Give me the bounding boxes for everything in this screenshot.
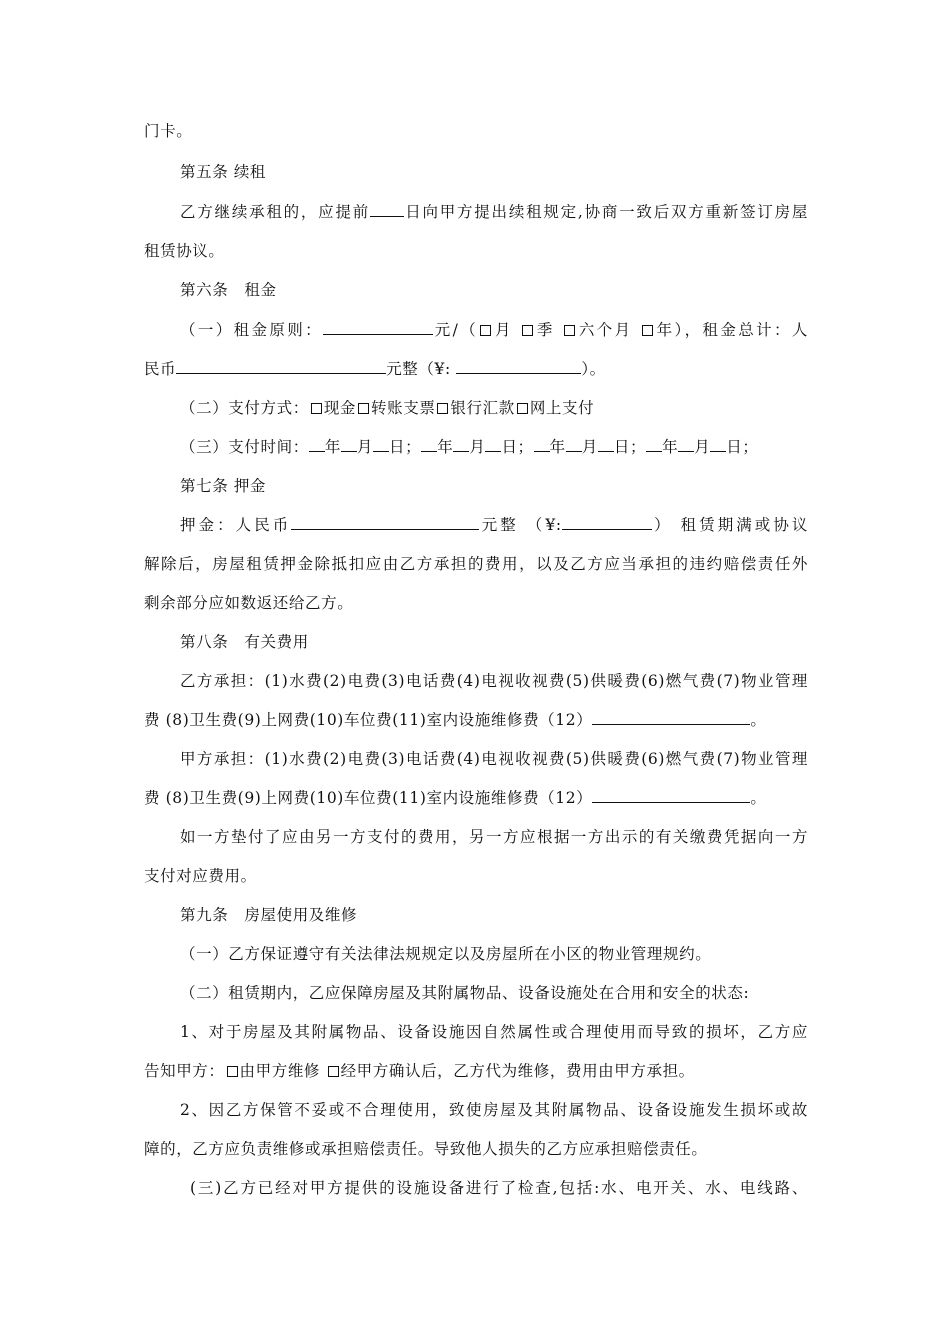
checkbox-icon[interactable] (437, 403, 448, 414)
month-blank[interactable] (566, 437, 582, 452)
checkbox-icon[interactable] (358, 403, 369, 414)
text-line: 剩余部分应如数返还给乙方。 (144, 594, 354, 612)
rent-total-figure-blank[interactable] (456, 359, 581, 374)
inspection-clause: (三)乙方已经对甲方提供的设施设备进行了检查,包括:水、电开关、水、电线路、 (190, 1179, 808, 1197)
month-blank[interactable] (453, 437, 469, 452)
other-fee-blank[interactable] (592, 710, 750, 725)
article-9-title: 第九条 房屋使用及维修 (180, 906, 358, 924)
renewal-clause: 乙方继续承租的，应提前 日向甲方提出续租规定,协商一致后双方重新签订房屋 (180, 203, 808, 221)
other-fee-blank[interactable] (592, 788, 750, 803)
year-blank[interactable] (646, 437, 662, 452)
checkbox-icon[interactable] (564, 325, 575, 336)
fees-party-b-cont: 费 (8)卫生费(9)上网费(10)车位费(11)室内设施维修费（12） 。 (144, 711, 767, 729)
month-blank[interactable] (678, 437, 694, 452)
use-clause-1: （一）乙方保证遵守有关法律法规规定以及房屋所在小区的物业管理规约。 (180, 945, 712, 963)
deposit-figure-blank[interactable] (562, 515, 652, 530)
text-line: 障的，乙方应负责维修或承担赔偿责任。导致他人损失的乙方应承担赔偿责任。 (144, 1140, 708, 1158)
payment-time: （三）支付时间： 年 月 日； 年 月 日； 年 月 日； 年 月 日； (180, 438, 759, 456)
year-blank[interactable] (309, 437, 325, 452)
article-5-title: 第五条 续租 (180, 163, 267, 181)
checkbox-icon[interactable] (522, 325, 533, 336)
days-blank[interactable] (370, 202, 404, 217)
payment-method: （二）支付方式： 现金 转账支票 银行汇款 网上支付 (180, 399, 595, 417)
checkbox-icon[interactable] (642, 325, 653, 336)
advance-payment: 如一方垫付了应由另一方支付的费用，另一方应根据一方出示的有关缴费凭据向一方 (180, 828, 808, 846)
use-clause-2: （二）租赁期内，乙应保障房屋及其附属物品、设备设施处在合用和安全的状态: (180, 984, 750, 1002)
checkbox-icon[interactable] (227, 1066, 238, 1077)
checkbox-icon[interactable] (517, 403, 528, 414)
fees-party-a-cont: 费 (8)卫生费(9)上网费(10)车位费(11)室内设施维修费（12） 。 (144, 789, 767, 807)
rent-amount-blank[interactable] (323, 320, 433, 335)
checkbox-icon[interactable] (328, 1066, 339, 1077)
rent-principle: （一）租金原则： 元/（ 月 季 六个月 年），租金总计：人 (180, 321, 808, 339)
text-line: 支付对应费用。 (144, 867, 257, 885)
text-line: 解除后，房屋租赁押金除抵扣应由乙方承担的费用，以及乙方应当承担的违约赔偿责任外 (144, 555, 808, 573)
fees-party-b: 乙方承担：(1)水费(2)电费(3)电话费(4)电视收视费(5)供暖费(6)燃气费(7)物业管理 (180, 672, 808, 690)
article-7-title: 第七条 押金 (180, 477, 267, 495)
repair-clause-1: 1、对于房屋及其附属物品、设备设施因自然属性或合理使用而导致的损坏，乙方应 (180, 1023, 808, 1041)
day-blank[interactable] (373, 437, 389, 452)
repair-clause-2: 2、因乙方保管不妥或不合理使用，致使房屋及其附属物品、设备设施发生损坏或故 (180, 1101, 808, 1119)
checkbox-icon[interactable] (480, 325, 491, 336)
day-blank[interactable] (598, 437, 614, 452)
month-blank[interactable] (341, 437, 357, 452)
text-line: 租赁协议。 (144, 242, 225, 260)
rent-total: 民币 元整（¥: ）。 (144, 360, 606, 378)
checkbox-icon[interactable] (311, 403, 322, 414)
repair-clause-1-cont: 告知甲方： 由甲方维修 经甲方确认后，乙方代为维修，费用由甲方承担。 (144, 1062, 695, 1080)
text-line: 门卡。 (144, 122, 193, 140)
deposit-amount-blank[interactable] (291, 515, 479, 530)
fees-party-a: 甲方承担：(1)水费(2)电费(3)电话费(4)电视收视费(5)供暖费(6)燃气费(7)物业管理 (180, 750, 808, 768)
deposit-clause: 押金：人民币 元整 （¥: ） 租赁期满或协议 (180, 516, 809, 534)
year-blank[interactable] (534, 437, 550, 452)
day-blank[interactable] (485, 437, 501, 452)
rent-total-blank[interactable] (176, 359, 386, 374)
year-blank[interactable] (421, 437, 437, 452)
article-6-title: 第六条 租金 (180, 281, 277, 299)
article-8-title: 第八条 有关费用 (180, 633, 309, 651)
day-blank[interactable] (710, 437, 726, 452)
